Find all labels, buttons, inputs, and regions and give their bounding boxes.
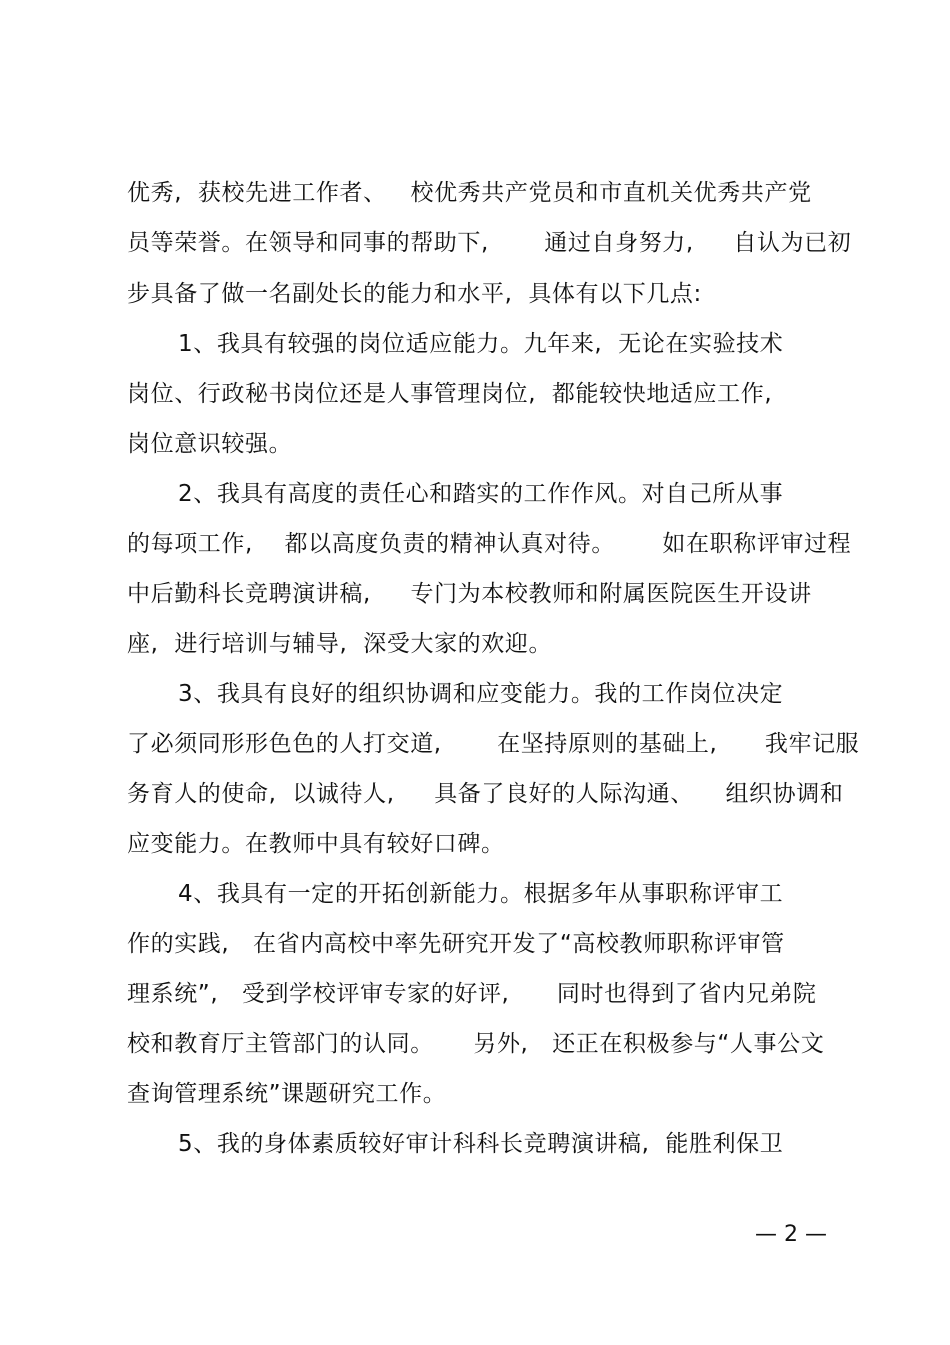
text-line-8: 的每项工作, 都以高度负责的精神认真对待。 如在职称评审过程 — [127, 531, 852, 557]
text-line-16: 作的实践, 在省内高校中率先研究开发了“高校教师职称评审管 — [127, 931, 785, 957]
text-line-17: 理系统”, 受到学校评审专家的好评, 同时也得到了省内兄弟院 — [127, 981, 817, 1007]
text-line-3: 步具备了做一名副处长的能力和水平, 具体有以下几点: — [127, 281, 702, 307]
text-line-4: 1、我具有较强的岗位适应能力。九年来, 无论在实验技术 — [178, 331, 784, 357]
page-number: — 2 — — [755, 1222, 827, 1247]
text-line-13: 务育人的使命, 以诚待人, 具备了良好的人际沟通、 组织协调和 — [127, 781, 844, 807]
text-line-11: 3、我具有良好的组织协调和应变能力。我的工作岗位决定 — [178, 681, 784, 707]
text-line-9: 中后勤科长竞聘演讲稿, 专门为本校教师和附属医院医生开设讲 — [127, 581, 812, 607]
text-line-10: 座, 进行培训与辅导, 深受大家的欢迎。 — [127, 631, 553, 657]
text-line-1: 优秀, 获校先进工作者、 校优秀共产党员和市直机关优秀共产党 — [127, 180, 812, 206]
text-line-20: 5、我的身体素质较好审计科科长竞聘演讲稿, 能胜利保卫 — [178, 1131, 784, 1157]
text-line-2: 员等荣誉。在领导和同事的帮助下, 通过自身努力, 自认为已初 — [127, 230, 852, 256]
text-line-14: 应变能力。在教师中具有较好口碑。 — [127, 831, 505, 857]
text-line-18: 校和教育厅主管部门的认同。 另外, 还正在积极参与“人事公文 — [127, 1031, 825, 1057]
text-line-6: 岗位意识较强。 — [127, 431, 293, 457]
text-line-19: 查询管理系统”课题研究工作。 — [127, 1081, 447, 1107]
text-line-7: 2、我具有高度的责任心和踏实的工作作风。对自己所从事 — [178, 481, 784, 507]
text-line-12: 了必须同形形色色的人打交道, 在坚持原则的基础上, 我牢记服 — [127, 731, 860, 757]
text-line-5: 岗位、行政秘书岗位还是人事管理岗位, 都能较快地适应工作, — [127, 381, 773, 407]
text-line-15: 4、我具有一定的开拓创新能力。根据多年从事职称评审工 — [178, 881, 784, 907]
